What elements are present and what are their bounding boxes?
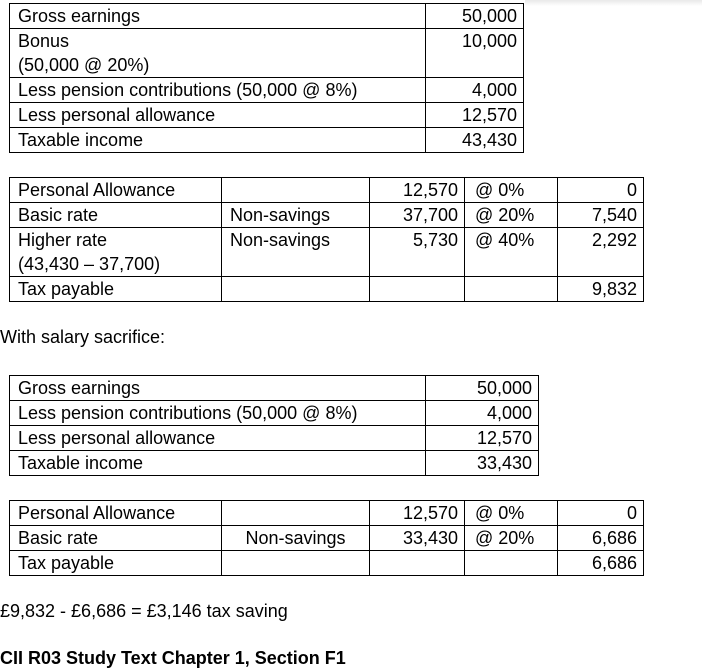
row-label: Taxable income (10, 128, 426, 153)
tax-rate: @ 0% (465, 501, 558, 526)
income-type (222, 277, 370, 302)
table-row (10, 29, 524, 78)
income-type (222, 551, 370, 576)
band-label: Basic rate (10, 526, 222, 551)
table-row (10, 551, 644, 576)
table-row (10, 501, 644, 526)
band-label (10, 228, 222, 277)
tax-table-before (9, 177, 644, 302)
row-value: 43,430 (426, 128, 524, 153)
band-amount: 37,700 (370, 203, 465, 228)
table-row (10, 376, 539, 401)
band-amount: 33,430 (370, 526, 465, 551)
row-value: 12,570 (426, 103, 524, 128)
table-row (10, 178, 644, 203)
row-value: 4,000 (426, 401, 539, 426)
band-amount: 5,730 (370, 228, 465, 277)
row-label: Gross earnings (10, 376, 426, 401)
row-value: 50,000 (426, 376, 539, 401)
table-row (10, 228, 644, 277)
table-row (10, 203, 644, 228)
table-row (10, 4, 524, 29)
row-label: Gross earnings (10, 4, 426, 29)
tax-due: 9,832 (558, 277, 644, 302)
tax-rate (465, 551, 558, 576)
earnings-table-after (9, 375, 539, 476)
row-value: 33,430 (426, 451, 539, 476)
band-amount: 12,570 (370, 178, 465, 203)
tax-due: 7,540 (558, 203, 644, 228)
table-row (10, 128, 524, 153)
tax-rate (465, 277, 558, 302)
tax-due: 6,686 (558, 551, 644, 576)
salary-sacrifice-heading: With salary sacrifice: (0, 327, 166, 347)
window-edge-shadow (525, 0, 702, 6)
income-type: Non-savings (222, 203, 370, 228)
band-label-line1: Higher rate (18, 230, 108, 250)
band-label: Tax payable (10, 551, 222, 576)
row-label-line1: Bonus (18, 31, 70, 51)
band-label: Personal Allowance (10, 178, 222, 203)
tax-due: 0 (558, 501, 644, 526)
band-label-line2: (43,430 – 37,700) (18, 254, 161, 274)
earnings-table-before (9, 3, 524, 153)
income-type: Non-savings (222, 228, 370, 277)
row-label-line2: (50,000 @ 20%) (18, 55, 150, 75)
income-type: Non-savings (222, 526, 370, 551)
row-value: 50,000 (426, 4, 524, 29)
row-label (10, 29, 426, 78)
tax-due: 6,686 (558, 526, 644, 551)
tax-due: 2,292 (558, 228, 644, 277)
table-row (10, 526, 644, 551)
table-row (10, 78, 524, 103)
band-label: Tax payable (10, 277, 222, 302)
tax-table-after (9, 500, 644, 576)
income-type (222, 501, 370, 526)
tax-rate: @ 40% (465, 228, 558, 277)
table-row (10, 103, 524, 128)
tax-saving-calculation: £9,832 - £6,686 = £3,146 tax saving (0, 601, 288, 621)
table-row (10, 277, 644, 302)
band-amount (370, 277, 465, 302)
row-label: Less personal allowance (10, 426, 426, 451)
tax-rate: @ 20% (465, 203, 558, 228)
row-value: 10,000 (426, 29, 524, 78)
tax-rate: @ 0% (465, 178, 558, 203)
row-label: Less personal allowance (10, 103, 426, 128)
row-value: 4,000 (426, 78, 524, 103)
table-row (10, 401, 539, 426)
band-amount: 12,570 (370, 501, 465, 526)
income-type (222, 178, 370, 203)
table-row (10, 451, 539, 476)
band-label: Personal Allowance (10, 501, 222, 526)
source-reference: CII R03 Study Text Chapter 1, Section F1 (0, 648, 346, 668)
row-label: Less pension contributions (50,000 @ 8%) (10, 78, 426, 103)
row-label: Less pension contributions (50,000 @ 8%) (10, 401, 426, 426)
band-label: Basic rate (10, 203, 222, 228)
tax-due: 0 (558, 178, 644, 203)
row-value: 12,570 (426, 426, 539, 451)
tax-rate: @ 20% (465, 526, 558, 551)
row-label: Taxable income (10, 451, 426, 476)
table-row (10, 426, 539, 451)
band-amount (370, 551, 465, 576)
